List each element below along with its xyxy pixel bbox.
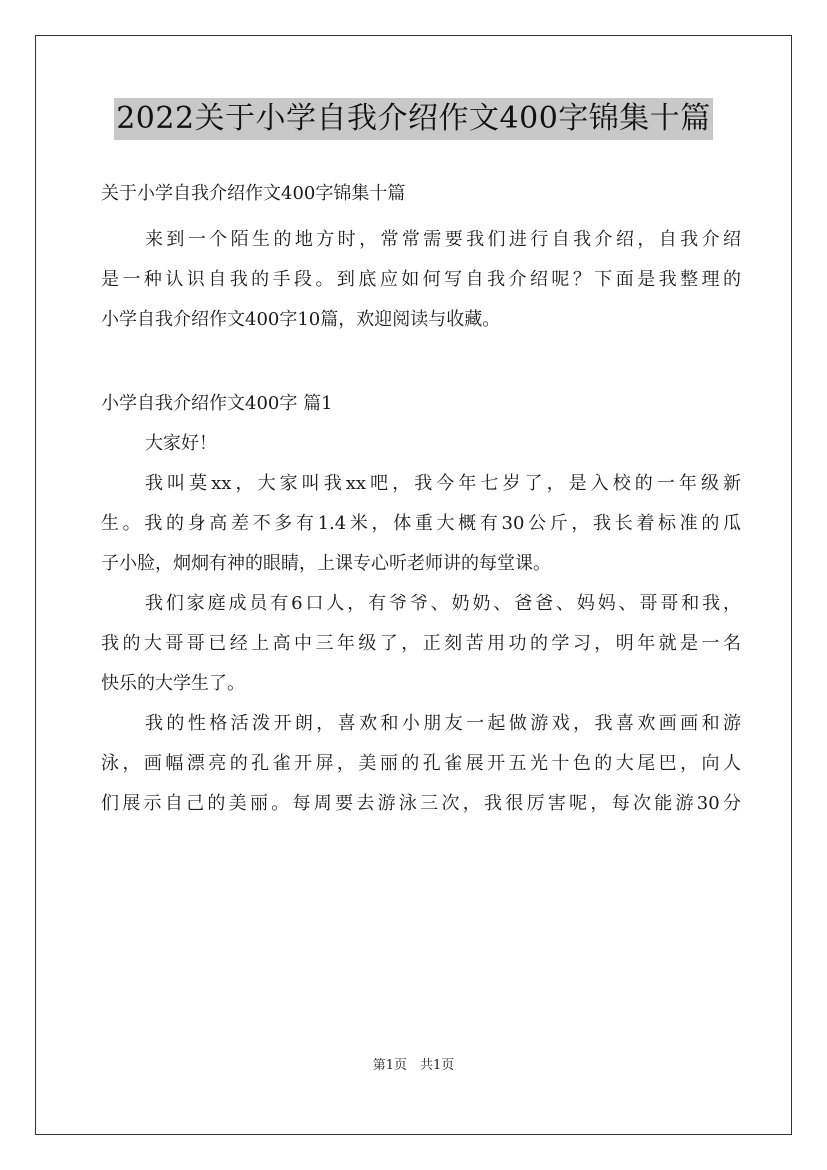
document-title: 2022关于小学自我介绍作文400字锦集十篇	[114, 98, 713, 140]
paragraph-line: 泳，画幅漂亮的孔雀开屏，美丽的孔雀展开五光十色的大尾巴，向人	[101, 753, 741, 774]
paragraph-line: 我们家庭成员有6口人，有爷爷、奶奶、爸爸、妈妈、哥哥和我，	[145, 593, 741, 614]
title-container	[0, 98, 827, 140]
paragraph-line: 生。我的身高差不多有1.4米，体重大概有30公斤，我长着标准的瓜	[101, 513, 741, 534]
paragraph-line: 我叫莫xx，大家叫我xx吧，我今年七岁了，是入校的一年级新	[145, 473, 741, 494]
section-heading: 小学自我介绍作文400字 篇1	[101, 393, 333, 414]
intro-line: 是一种认识自我的手段。到底应如何写自我介绍呢？下面是我整理的	[101, 269, 741, 290]
paragraph-line: 们展示自己的美丽。每周要去游泳三次，我很厉害呢，每次能游30分	[101, 793, 741, 814]
greeting-line: 大家好！	[145, 433, 217, 454]
paragraph-line: 我的大哥哥已经上高中三年级了，正刻苦用功的学习，明年就是一名	[101, 633, 741, 654]
paragraph-line: 快乐的大学生了。	[101, 673, 245, 694]
paragraph-line: 我的性格活泼开朗，喜欢和小朋友一起做游戏，我喜欢画画和游	[145, 713, 741, 734]
intro-line: 小学自我介绍作文400字10篇，欢迎阅读与收藏。	[101, 309, 501, 330]
document-body	[101, 176, 741, 824]
intro-line: 来到一个陌生的地方时，常常需要我们进行自我介绍，自我介绍	[145, 229, 741, 250]
page-footer: 第1页 共1页	[372, 1058, 455, 1073]
document-subtitle: 关于小学自我介绍作文400字锦集十篇	[101, 183, 406, 204]
paragraph-line: 子小脸，炯炯有神的眼睛，上课专心听老师讲的每堂课。	[101, 553, 551, 574]
section-gap	[101, 340, 741, 384]
